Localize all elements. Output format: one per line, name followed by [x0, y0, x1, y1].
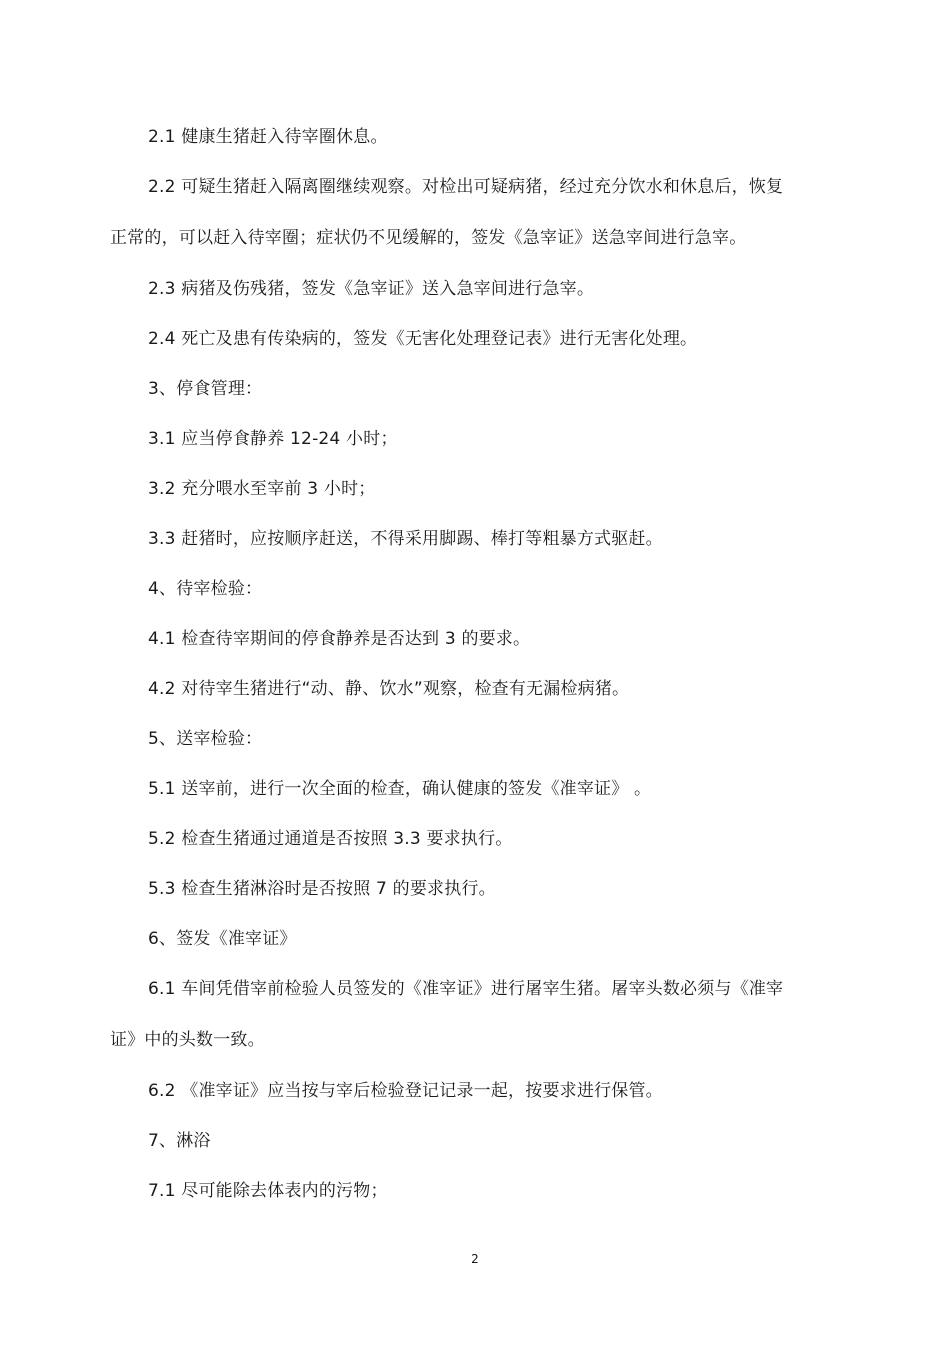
- paragraph-7-1: 7.1 尽可能除去体表内的污物；: [148, 1181, 388, 1201]
- section-heading-6: 6、签发《准宰证》: [148, 929, 297, 949]
- paragraph-4-1: 4.1 检查待宰期间的停食静养是否达到 3 的要求。: [148, 629, 531, 649]
- section-heading-5: 5、送宰检验：: [148, 729, 263, 749]
- section-heading-7: 7、淋浴: [148, 1131, 211, 1151]
- paragraph-5-1: 5.1 送宰前，进行一次全面的检查，确认健康的签发《准宰证》 。: [148, 779, 652, 799]
- paragraph-6-1: 6.1 车间凭借宰前检验人员签发的《准宰证》进行屠宰生猪。屠宰头数必须与《准宰证》中的头数一致。: [110, 979, 784, 1050]
- section-heading-4: 4、待宰检验：: [148, 579, 263, 599]
- page-number: 2: [471, 1252, 479, 1266]
- paragraph-4-2: 4.2 对待宰生猪进行“动、静、饮水”观察，检查有无漏检病猪。: [148, 679, 630, 699]
- paragraph-3-2: 3.2 充分喂水至宰前 3 小时；: [148, 479, 376, 499]
- paragraph-2-2: 2.2 可疑生猪赶入隔离圈继续观察。对检出可疑病猪，经过充分饮水和休息后，恢复正常的，可以赶入待宰圈；症状仍不见缓解的，签发《急宰证》送急宰间进行急宰。: [110, 177, 784, 248]
- paragraph-2-3: 2.3 病猪及伤残猪，签发《急宰证》送入急宰间进行急宰。: [148, 279, 595, 299]
- paragraph-6-2: 6.2 《准宰证》应当按与宰后检验登记记录一起，按要求进行保管。: [148, 1081, 663, 1101]
- paragraph-3-3: 3.3 赶猪时，应按顺序赶送，不得采用脚踢、棒打等粗暴方式驱赶。: [148, 529, 663, 549]
- paragraph-5-3: 5.3 检查生猪淋浴时是否按照 7 的要求执行。: [148, 879, 496, 899]
- section-heading-3: 3、停食管理：: [148, 379, 263, 399]
- paragraph-3-1: 3.1 应当停食静养 12-24 小时；: [148, 429, 398, 449]
- paragraph-2-4: 2.4 死亡及患有传染病的，签发《无害化处理登记表》进行无害化处理。: [148, 329, 698, 349]
- paragraph-2-1: 2.1 健康生猪赶入待宰圈休息。: [148, 127, 388, 147]
- paragraph-5-2: 5.2 检查生猪通过通道是否按照 3.3 要求执行。: [148, 829, 513, 849]
